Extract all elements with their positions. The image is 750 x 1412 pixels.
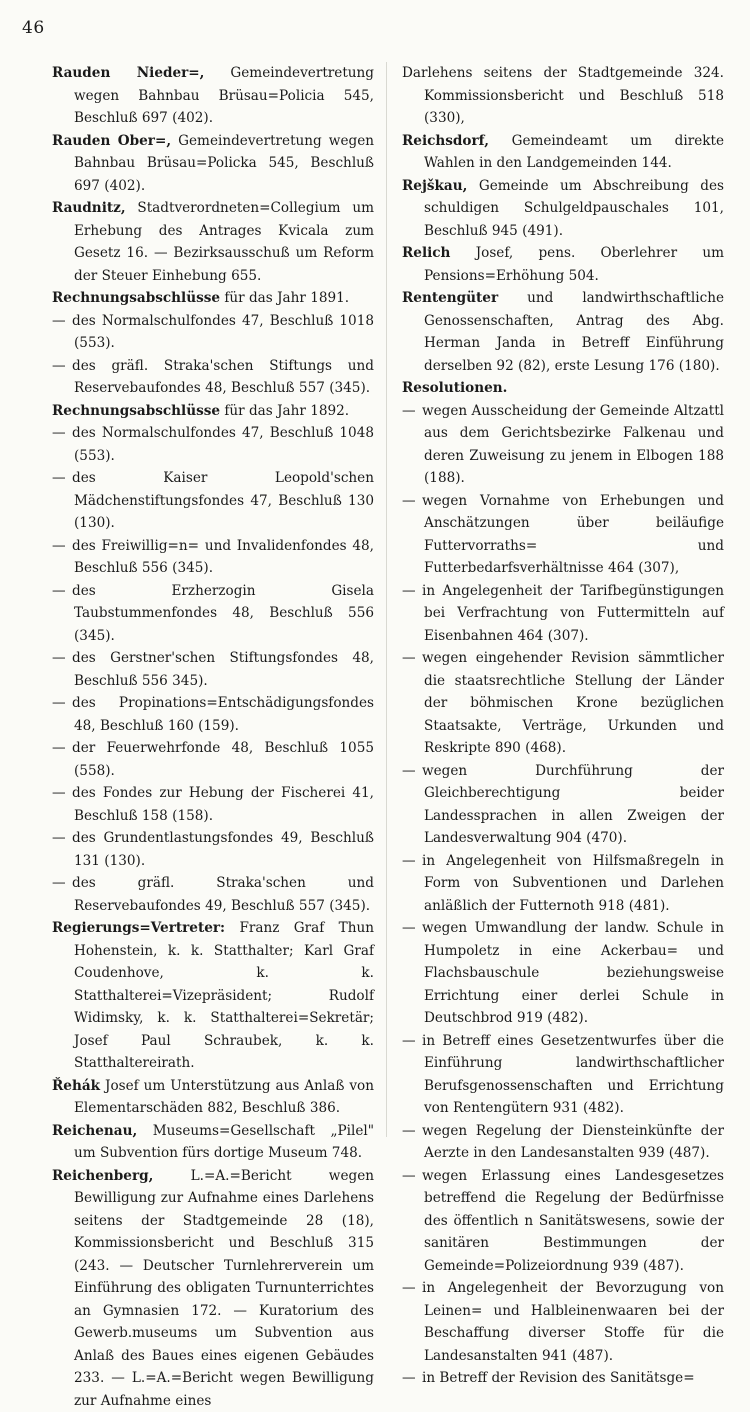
entry-text: Josef um Unterstützung aus Anlaß von Elementarschäden 882, Beschluß 386. [74, 1078, 374, 1117]
sub-entry [402, 1030, 724, 1120]
sub-entry [402, 1367, 724, 1390]
index-entry [52, 917, 374, 1075]
sub-entry [402, 647, 724, 760]
sub-entry [402, 1165, 724, 1278]
sub-entry [52, 535, 374, 580]
entry-text: wegen Ausscheidung der Gemeinde Altzattl aus dem Gerichtsbezirke Falkenau und deren Zuweisung zu jenem in Elbogen 188 (188). [422, 403, 724, 487]
sub-entry [52, 737, 374, 782]
index-entry [402, 287, 724, 377]
dash-marker: — [402, 490, 422, 513]
sub-entry [402, 760, 724, 850]
entry-text: wegen Umwandlung der landw. Schule in Humpoletz in eine Ackerbau= und Flachsbauschule beziehungsweise Errichtung einer derlei Schule in Deutschbrod 919 (482). [422, 920, 724, 1026]
sub-entry [402, 850, 724, 918]
entry-text: und landwirthschaftliche Genossenschaften, Antrag des Abg. Herman Janda in Betreff Einführung derselben 92 (82), erste Lesung 176 (180). [424, 290, 724, 374]
entry-text: wegen Vornahme von Erhebungen und Anschätzungen über beiläufige Futtervorraths= und Futterbedarfsverhältnisse 464 (307), [422, 493, 724, 577]
sub-entry [402, 490, 724, 580]
dash-marker: — [402, 580, 422, 603]
index-entry [52, 62, 374, 130]
sub-entry [402, 917, 724, 1030]
entry-heading: Rauden Nieder=, [52, 65, 204, 81]
sub-entry [52, 310, 374, 355]
entry-text: des Fondes zur Hebung der Fischerei 41, Beschluß 158 (158). [72, 785, 374, 824]
entry-text: des gräfl. Straka'schen Stiftungs und Reservebaufondes 48, Beschluß 557 (345). [72, 358, 374, 397]
dash-marker: — [52, 422, 72, 445]
entry-text: des Propinations=Entschädigungsfondes 48, Beschluß 160 (159). [72, 695, 374, 734]
entry-text: Museums=Gesellschaft „Pilel" um Subvention fürs dortige Museum 748. [74, 1123, 374, 1162]
sub-entry [52, 355, 374, 400]
dash-marker: — [402, 1120, 422, 1143]
dash-marker: — [52, 467, 72, 490]
dash-marker: — [52, 535, 72, 558]
entry-text: Josef, pens. Oberlehrer um Pensions=Erhöhung 504. [424, 245, 724, 284]
sub-entry [52, 647, 374, 692]
entry-text: Stadtverordneten=Collegium um Erhebung des Antrages Kvicala zum Gesetz 16. — Bezirksausschuß um Reform der Steuer Einhebung 655. [74, 200, 374, 284]
dash-marker: — [52, 692, 72, 715]
entry-text: des Grundentlastungsfondes 49, Beschluß 131 (130). [72, 830, 374, 869]
entry-heading: Resolutionen. [402, 380, 507, 396]
entry-text: in Angelegenheit der Tarifbegünstigungen bei Verfrachtung von Futtermitteln auf Eisenbahnen 464 (307). [422, 583, 724, 644]
entry-text: Gemeindevertretung wegen Bahnbau Brüsau=Policka 545, Beschluß 697 (402). [74, 133, 374, 194]
index-entry [52, 130, 374, 198]
dash-marker: — [52, 310, 72, 333]
index-entry [52, 1075, 374, 1120]
entry-heading: Rejškau, [402, 178, 467, 194]
sub-entry [52, 580, 374, 648]
dash-marker: — [402, 400, 422, 423]
index-entry [52, 400, 374, 423]
entry-text: in Betreff eines Gesetzentwurfes über die Einführung landwirthschaftlicher Berufsgenossenschaften und Errichtung von Rentengütern 931 (482). [422, 1033, 724, 1117]
index-entry [402, 130, 724, 175]
entry-heading: Rauden Ober=, [52, 133, 171, 149]
dash-marker: — [52, 580, 72, 603]
entry-heading: Rentengüter [402, 290, 498, 306]
entry-text: L.=A.=Bericht wegen Bewilligung zur Aufnahme eines Darlehens seitens der Stadtgemeinde 28 (18), Kommissionsbericht und Beschluß 315 (243. — Deutscher Turnlehrerverein um Einführung des obligaten Turnunterrichtes an Gymnasien 172. — Kuratorium des Gewerb.museums um Subvention aus Anlaß des Baues eines eigenen Gebäudes 233. — L.=A.=Bericht wegen Bewilligung zur Aufnahme eines [74, 1168, 374, 1409]
dash-marker: — [52, 782, 72, 805]
entry-text: Gemeindeamt um direkte Wahlen in den Landgemeinden 144. [424, 133, 724, 172]
dash-marker: — [52, 827, 72, 850]
entry-heading: Raudnitz, [52, 200, 126, 216]
entry-text: des gräfl. Straka'schen und Reservebaufondes 49, Beschluß 557 (345). [72, 875, 374, 914]
sub-entry [52, 467, 374, 535]
dash-marker: — [52, 872, 72, 895]
dash-marker: — [402, 1030, 422, 1053]
index-entry [52, 1120, 374, 1165]
sub-entry [52, 872, 374, 917]
index-entry [402, 377, 724, 400]
dash-marker: — [52, 355, 72, 378]
entry-heading: Relich [402, 245, 450, 261]
entry-text: in Angelegenheit von Hilfsmaßregeln in Form von Subventionen und Darlehen anläßlich der Futternoth 918 (481). [422, 853, 724, 914]
left-column [52, 62, 374, 1412]
dash-marker: — [402, 917, 422, 940]
entry-text: Gemeinde um Abschreibung des schuldigen Schulgeldpauschales 101, Beschluß 945 (491). [424, 178, 724, 239]
entry-text: wegen eingehender Revision sämmtlicher die staatsrechtliche Stellung der Länder der böhmischen Krone bezüglichen Staatsakte, Verträge, Urkunden und Reskripte 890 (468). [422, 650, 724, 756]
sub-entry [402, 1120, 724, 1165]
entry-heading: Řehák [52, 1078, 100, 1094]
entry-text: wegen Durchführung der Gleichberechtigung beider Landessprachen in allen Zweigen der Landesverwaltung 904 (470). [422, 763, 724, 847]
dash-marker: — [52, 737, 72, 760]
index-entry [52, 197, 374, 287]
dash-marker: — [402, 1165, 422, 1188]
entry-text: des Gerstner'schen Stiftungsfondes 48, Beschluß 556 345). [72, 650, 374, 689]
column-divider [386, 62, 387, 1137]
dash-marker: — [402, 1367, 422, 1390]
sub-entry [402, 580, 724, 648]
entry-heading: Reichenberg, [52, 1168, 153, 1184]
dash-marker: — [402, 647, 422, 670]
entry-text: wegen Regelung der Diensteinkünfte der Aerzte in den Landesanstalten 939 (487). [422, 1123, 724, 1162]
entry-text: in Betreff der Revision des Sanitätsge= [422, 1370, 695, 1386]
entry-text: des Normalschulfondes 47, Beschluß 1048 (553). [72, 425, 374, 464]
entry-heading: Reichenau, [52, 1123, 137, 1139]
index-entry [52, 287, 374, 310]
entry-text: Darlehens seitens der Stadtgemeinde 324. Kommissionsbericht und Beschluß 518 (330), [402, 65, 724, 126]
entry-heading: Regierungs=Vertreter: [52, 920, 225, 936]
entry-continuation [402, 62, 724, 130]
entry-text: Gemeindevertretung wegen Bahnbau Brüsau=Policia 545, Beschluß 697 (402). [74, 65, 374, 126]
entry-heading: Rechnungsabschlüsse [52, 290, 220, 306]
dash-marker: — [402, 760, 422, 783]
entry-text: des Freiwillig=n= und Invalidenfondes 48, Beschluß 556 (345). [72, 538, 374, 577]
entry-text: für das Jahr 1892. [220, 403, 349, 419]
sub-entry [52, 422, 374, 467]
entry-text: in Angelegenheit der Bevorzugung von Leinen= und Halbleinenwaaren bei der Beschaffung diverser Stoffe für die Landesanstalten 941 (487). [422, 1280, 724, 1364]
dash-marker: — [402, 850, 422, 873]
entry-text: des Normalschulfondes 47, Beschluß 1018 (553). [72, 313, 374, 352]
entry-text: wegen Erlassung eines Landesgesetzes betreffend die Regelung der Bedürfnisse des öffentlich n Sanitätswesens, sowie der sanitären Bestimmungen der Gemeinde=Polizeiordnung 939 (487). [422, 1168, 724, 1274]
right-column [402, 62, 724, 1390]
entry-text: Franz Graf Thun Hohenstein, k. k. Statthalter; Karl Graf Coudenhove, k. k. Statthalterei=Vizepräsident; Rudolf Widimsky, k. k. Statthalterei=Sekretär; Josef Paul Schraubek, k. k. Statthaltereirath. [74, 920, 374, 1071]
sub-entry [402, 1277, 724, 1367]
sub-entry [402, 400, 724, 490]
entry-heading: Rechnungsabschlüsse [52, 403, 220, 419]
sub-entry [52, 692, 374, 737]
entry-text: des Erzherzogin Gisela Taubstummenfondes 48, Beschluß 556 (345). [72, 583, 374, 644]
dash-marker: — [402, 1277, 422, 1300]
index-entry [402, 175, 724, 243]
entry-text: der Feuerwehrfonde 48, Beschluß 1055 (558). [72, 740, 374, 779]
sub-entry [52, 827, 374, 872]
dash-marker: — [52, 647, 72, 670]
entry-text: für das Jahr 1891. [220, 290, 349, 306]
index-entry [402, 242, 724, 287]
entry-text: des Kaiser Leopold'schen Mädchenstiftungsfondes 47, Beschluß 130 (130). [72, 470, 374, 531]
sub-entry [52, 782, 374, 827]
index-entry [52, 1165, 374, 1412]
page-number: 46 [22, 18, 45, 38]
entry-heading: Reichsdorf, [402, 133, 489, 149]
